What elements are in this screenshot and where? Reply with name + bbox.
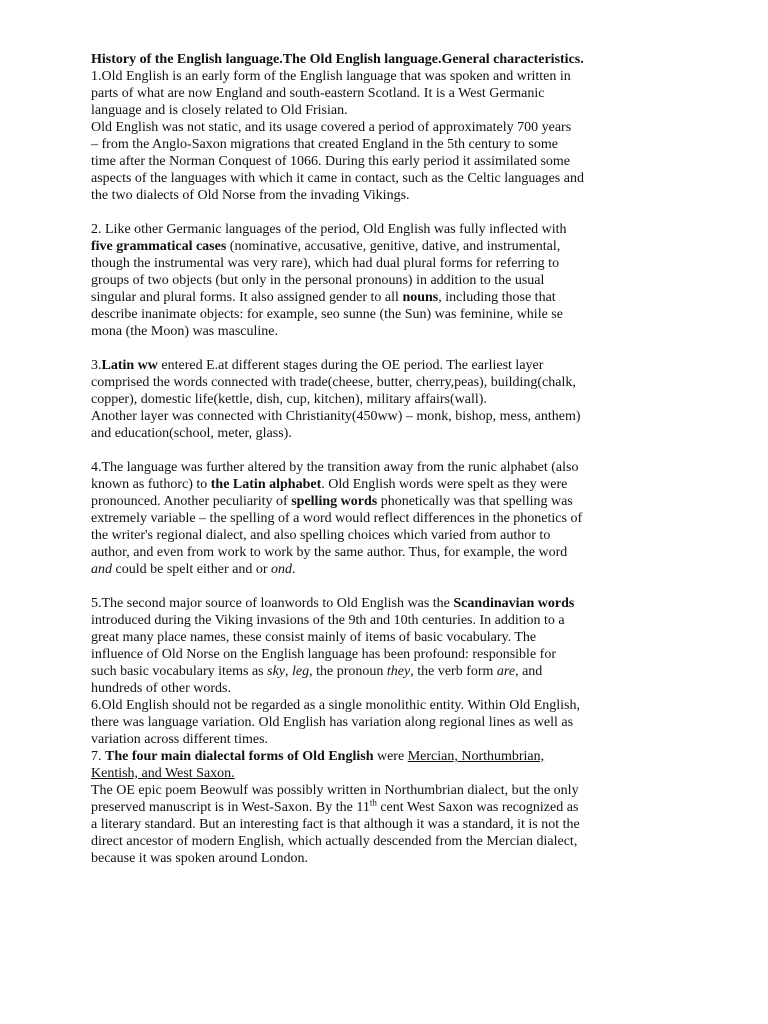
paragraph-3	[91, 357, 651, 442]
text-line: aspects of the languages with which it came in contact, such as the Celtic languages and	[91, 171, 584, 186]
text-line: variation across different times.	[91, 732, 269, 747]
bold-term: nouns	[402, 290, 439, 305]
paragraph-1	[91, 68, 651, 204]
text-line: author, and even from work to work by the same author. Thus, for example, the word	[91, 545, 568, 560]
text-line: introduced during the Viking invasions of the 9th and 10th centuries. In addition to a	[91, 613, 565, 628]
text-line: 4.The language was further altered by the transition away from the runic alphabet (also	[91, 460, 579, 475]
bold-term: Latin ww	[101, 358, 158, 373]
text-line	[91, 289, 651, 306]
text-run: (nominative, accusative, genitive, dative, and instrumental,	[226, 239, 561, 254]
text-line: hundreds of other words.	[91, 681, 231, 696]
text-line: mona (the Moon) was masculine.	[91, 324, 279, 339]
text-line: 6.Old English should not be regarded as a single monolithic entity. Within Old English,	[91, 698, 580, 713]
text-line	[91, 663, 651, 680]
text-line: language and is closely related to Old Frisian.	[91, 103, 348, 118]
italic-word: ond	[271, 562, 293, 577]
text-line: groups of two objects (but only in the personal pronouns) in addition to the usual	[91, 273, 545, 288]
bold-term: the Latin alphabet	[210, 477, 322, 492]
bold-term: Scandinavian words	[453, 596, 575, 611]
text-line: Another layer was connected with Christianity(450ww) – monk, bishop, mess, anthem)	[91, 409, 581, 424]
text-line	[91, 799, 651, 816]
text-run: phonetically was that spelling was	[377, 494, 573, 509]
superscript: th	[369, 797, 377, 808]
text-run: 7.	[91, 749, 105, 764]
text-run: preserved manuscript is in West-Saxon. By the 11	[91, 800, 370, 815]
text-run: , including those that	[438, 290, 556, 305]
underlined-text: Mercian, Northumbrian,	[407, 749, 545, 764]
text-line: time after the Norman Conquest of 1066. During this early period it assimilated some	[91, 154, 571, 169]
text-line	[91, 595, 651, 612]
paragraph-6	[91, 697, 651, 748]
text-line: influence of Old Norse on the English language has been profound: responsible for	[91, 647, 556, 662]
text-run: , the verb form	[410, 664, 497, 679]
bold-term: The four main dialectal forms of Old English	[105, 749, 374, 764]
text-line: Old English was not static, and its usage covered a period of approximately 700 years	[91, 120, 572, 135]
paragraph-2	[91, 221, 651, 340]
document-page	[91, 51, 651, 867]
text-run: 3.	[91, 358, 102, 373]
text-line	[91, 357, 651, 374]
text-run: singular and plural forms. It also assigned gender to all	[91, 290, 403, 305]
text-run: known as futhorc) to	[91, 477, 211, 492]
text-line: the writer's regional dialect, and also spelling choices which varied from author to	[91, 528, 551, 543]
text-line: the two dialects of Old Norse from the invading Vikings.	[91, 188, 410, 203]
text-line: direct ancestor of modern English, which actually descended from the Mercian dialect,	[91, 834, 578, 849]
text-run: , and	[515, 664, 543, 679]
text-run: were	[373, 749, 408, 764]
text-line: because it was spoken around London.	[91, 851, 308, 866]
underlined-text: Kentish, and West Saxon.	[91, 766, 235, 781]
text-line	[91, 561, 651, 578]
bold-term: five grammatical cases	[91, 239, 227, 254]
text-line: comprised the words connected with trade(cheese, butter, cherry,peas), building(chalk,	[91, 375, 576, 390]
text-line	[91, 493, 651, 510]
text-line: 2. Like other Germanic languages of the period, Old English was fully inflected with	[91, 222, 567, 237]
text-line: though the instrumental was very rare), which had dual plural forms for referring to	[91, 256, 560, 271]
text-run: pronounced. Another peculiarity of	[91, 494, 292, 509]
text-line: a literary standard. But an interesting fact is that although it was a standard, it is not the	[91, 817, 580, 832]
text-line: 1.Old English is an early form of the English language that was spoken and written in	[91, 69, 571, 84]
italic-word: are	[496, 664, 516, 679]
text-line: and education(school, meter, glass).	[91, 426, 292, 441]
bold-term: spelling words	[291, 494, 378, 509]
text-run: such basic vocabulary items as	[91, 664, 268, 679]
paragraph-5	[91, 595, 651, 697]
text-line: extremely variable – the spelling of a word would reflect differences in the phonetics of	[91, 511, 583, 526]
text-line: there was language variation. Old English has variation along regional lines as well as	[91, 715, 574, 730]
text-run: .	[292, 562, 296, 577]
text-line	[91, 238, 651, 255]
paragraph-7	[91, 748, 651, 867]
text-run: . Old English words were spelt as they were	[321, 477, 568, 492]
italic-word: and	[91, 562, 112, 577]
italic-word: they	[386, 664, 411, 679]
text-run: entered E.at different stages during the OE period. The earliest layer	[157, 358, 544, 373]
text-run: cent West Saxon was recognized as	[376, 800, 579, 815]
text-line: copper), domestic life(kettle, dish, cup, kitchen), military affairs(wall).	[91, 392, 487, 407]
text-run: , the pronoun	[309, 664, 387, 679]
italic-word: sky	[267, 664, 286, 679]
paragraph-4	[91, 459, 651, 578]
italic-word: leg	[292, 664, 310, 679]
text-run: could be spelt either and or	[112, 562, 272, 577]
text-line: great many place names, these consist mainly of items of basic vocabulary. The	[91, 630, 537, 645]
text-line	[91, 748, 651, 765]
text-run: 5.The second major source of loanwords to Old English was the	[91, 596, 454, 611]
text-run: ,	[285, 664, 293, 679]
text-line: parts of what are now England and south-eastern Scotland. It is a West Germanic	[91, 86, 545, 101]
text-line	[91, 765, 651, 782]
text-line	[91, 476, 651, 493]
text-line: – from the Anglo-Saxon migrations that created England in the 5th century to some	[91, 137, 558, 152]
document-title: History of the English language.The Old English language.General characteristics.	[91, 52, 584, 67]
text-line: describe inanimate objects: for example, seo sunne (the Sun) was feminine, while se	[91, 307, 563, 322]
text-line: The OE epic poem Beowulf was possibly written in Northumbrian dialect, but the only	[91, 783, 579, 798]
